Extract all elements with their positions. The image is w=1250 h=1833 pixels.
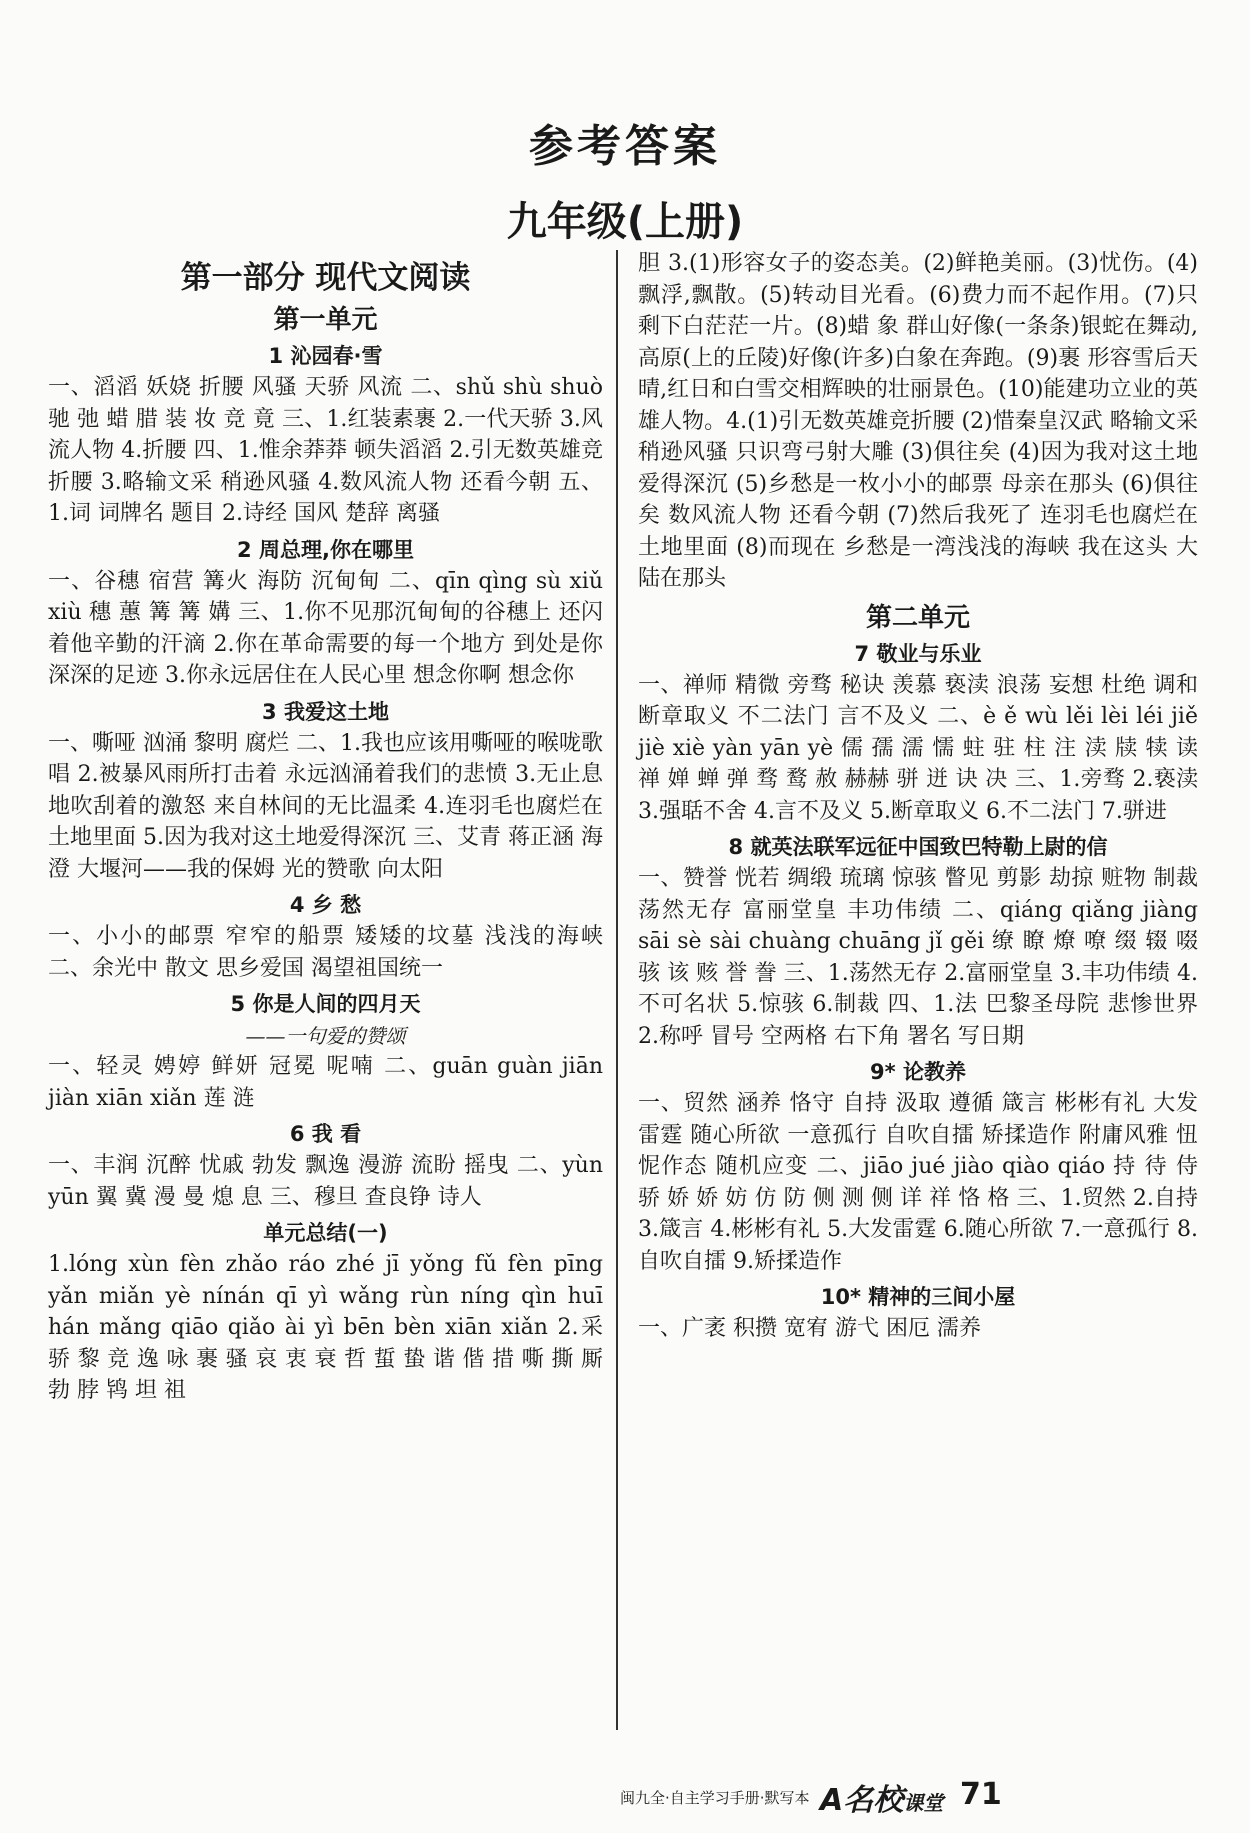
book-name: 闽九全·自主学习手册·默写本 (620, 1789, 810, 1807)
continued-answers: 胆 3.(1)形容女子的姿态美。(2)鲜艳美丽。(3)忧伤。(4)飘浮,飘散。(5)转动目光看。(6)费力而不起作用。(7)只剩下白茫茫一片。(8)蜡 象 群山好像(一条条)银蛇在舞动,高原(上的丘陵)好像(许多)白象在奔跑。(9)裹 形容雪后天晴,红日和白雪交相辉映的壮丽景色。(10)能建功立业的英雄人物。4.(1)引无数英雄竞折腰 (2)惜秦皇汉武 略输文采 稍逊风骚 只识弯弓射大雕 (3)俱往矣 (4)因为我对这土地爱得深沉 (5)乡愁是一枚小小的邮票 母亲在那头 (6)俱往矣 数风流人物 还看今朝 (7)然后我死了 连羽毛也腐烂在土地里面 (8)而现在 乡愁是一湾浅浅的海峡 我在这头 大陆在那头 (638, 251, 1198, 591)
page-footer (620, 1775, 1220, 1818)
unit-heading-2: 第二单元 (865, 602, 970, 633)
lesson-answers-3: 一、嘶哑 汹涌 黎明 腐烂 二、1.我也应该用嘶哑的喉咙歌唱 2.被暴风雨所打击着 永远汹涌着我们的悲愤 3.无止息地吹刮着的激怒 来自林间的无比温柔 4.连羽毛也腐烂在土地里面 5.因为我对这土地爱得深沉 三、艾青 蒋正涵 海澄 大堰河——我的保姆 光的赞歌 向太阳 (48, 730, 603, 882)
lesson-answers-9: 一、贸然 涵养 恪守 自持 汲取 遵循 箴言 彬彬有礼 大发雷霆 随心所欲 一意孤行 自吹自擂 矫揉造作 附庸风雅 忸怩作态 随机应变 二、jiāo jué jiào qiào qiáo 持 待 侍 骄 娇 娇 妨 仿 防 侧 测 侧 详 祥 恪 格 三、1.贸然 2.自持 3.箴言 4.彬彬有礼 5.大发雷霆 6.随心所欲 7.一意孤行 8.自吹自擂 9.矫揉造作 (638, 1091, 1198, 1274)
logo-sub: 课堂 (903, 1791, 944, 1815)
column-divider (616, 250, 618, 1730)
right-column (638, 248, 1198, 1345)
lesson-title-6: 6 我 看 (289, 1122, 362, 1146)
unit-summary-title: 单元总结(一) (263, 1221, 388, 1245)
lesson-answers-10: 一、广袤 积攒 宽宥 游弋 困厄 濡养 (638, 1316, 981, 1341)
lesson-answers-5: 一、轻灵 娉婷 鲜妍 冠冕 呢喃 二、guān guàn jiān jiàn xiān xiǎn 莲 涟 (48, 1054, 603, 1111)
part-heading: 第一部分 现代文阅读 (180, 260, 471, 296)
lesson-title-7: 7 敬业与乐业 (854, 641, 982, 666)
lesson-answers-8: 一、赞誉 恍若 绸缎 琉璃 惊骇 瞥见 剪影 劫掠 赃物 制裁 荡然无存 富丽堂皇 丰功伟绩 二、qiáng qiǎng jiàng sāi sè sài chuàng chuāng jǐ gěi 缭 瞭 燎 嘹 缀 辍 啜 骇 该 赅 誉 誊 三、1.荡然无存 2.富丽堂皇 3.丰功伟绩 4.不可名状 5.惊骇 6.制裁 四、1.法 巴黎圣母院 悲惨世界 2.称呼 冒号 空两格 右下角 署名 写日期 (638, 866, 1198, 1049)
lesson-title-9: 9* 论教养 (870, 1060, 966, 1084)
grade-subtitle: 九年级(上册) (506, 199, 744, 245)
lesson-answers-2: 一、谷穗 宿营 篝火 海防 沉甸甸 二、qīn qìng sù xiǔ xiù 穗 蕙 篝 篝 媾 三、1.你不见那沉甸甸的谷穗上 还闪着他辛勤的汗滴 2.你在革命需要的每一个地方 到处是你深深的足迹 3.你永远居住在人民心里 想念你啊 想念你 (48, 568, 603, 688)
lesson-answers-6: 一、丰润 沉醉 忧戚 勃发 飘逸 漫游 流盼 摇曳 二、yùn yūn 翼 冀 漫 曼 熄 息 三、穆旦 查良铮 诗人 (48, 1153, 603, 1210)
left-column (48, 248, 603, 1407)
lesson-subtitle-5: ——一句爱的赞颂 (245, 1024, 406, 1048)
lesson-title-4: 4 乡 愁 (289, 893, 362, 917)
unit-summary-answers: 1.lóng xùn fèn zhǎo ráo zhé jī yǒng fǔ fèn pīng yǎn miǎn yè nínán qī yì wǎng rùn níng qìn huī hán mǎng qiāo qiǎo ài yì bēn bèn xiān xiǎn 2.采 骄 黎 竞 逸 咏 裹 骚 哀 衷 衰 哲 蜇 蛰 谐 偕 措 嘶 撕 厮 勃 脖 鸨 坦 祖 (48, 1252, 603, 1403)
lesson-title-10: 10* 精神的三间小屋 (820, 1285, 1016, 1309)
logo-main: A名校 (820, 1783, 904, 1818)
lesson-title-5: 5 你是人间的四月天 (230, 992, 421, 1016)
lesson-answers-7: 一、禅师 精微 旁骛 秘诀 羡慕 亵渎 浪荡 妄想 杜绝 调和 断章取义 不二法门 言不及义 二、è ě wù lěi lèi léi jiě jiè xiè yàn yān yè 儒 孺 濡 懦 蛀 驻 柱 注 渎 牍 犊 读 禅 婵 蝉 弹 骛 鹜 赦 赫赫 骈 迸 诀 决 三、1.旁骛 2.亵渎 3.强聒不舍 4.言不及义 5.断章取义 6.不二法门 7.骈进 (638, 672, 1198, 824)
publisher-logo (820, 1775, 943, 1819)
lesson-title-8: 8 就英法联军远征中国致巴特勒上尉的信 (728, 835, 1108, 859)
lesson-answers-1: 一、滔滔 妖娆 折腰 风骚 天骄 风流 二、shǔ shù shuò 驰 弛 蜡 腊 装 妆 竞 竟 三、1.红装素裹 2.一代天骄 3.风流人物 4.折腰 四、1.惟余莽莽 顿失滔滔 2.引无数英雄竞折腰 3.略输文采 稍逊风骚 4.数风流人物 还看今朝 五、1.词 词牌名 题目 2.诗经 国风 楚辞 离骚 (48, 375, 603, 526)
page-title: 参考答案 (529, 121, 721, 172)
lesson-title-1: 1 沁园春·雪 (268, 344, 383, 368)
lesson-title-3: 3 我爱这土地 (262, 699, 389, 724)
page-number: 71 (960, 1777, 1002, 1812)
unit-heading-1: 第一单元 (273, 305, 378, 335)
lesson-answers-4: 一、小小的邮票 窄窄的船票 矮矮的坟墓 浅浅的海峡 二、余光中 散文 思乡爱国 渴望祖国统一 (48, 924, 603, 981)
lesson-title-2: 2 周总理,你在哪里 (237, 537, 414, 562)
